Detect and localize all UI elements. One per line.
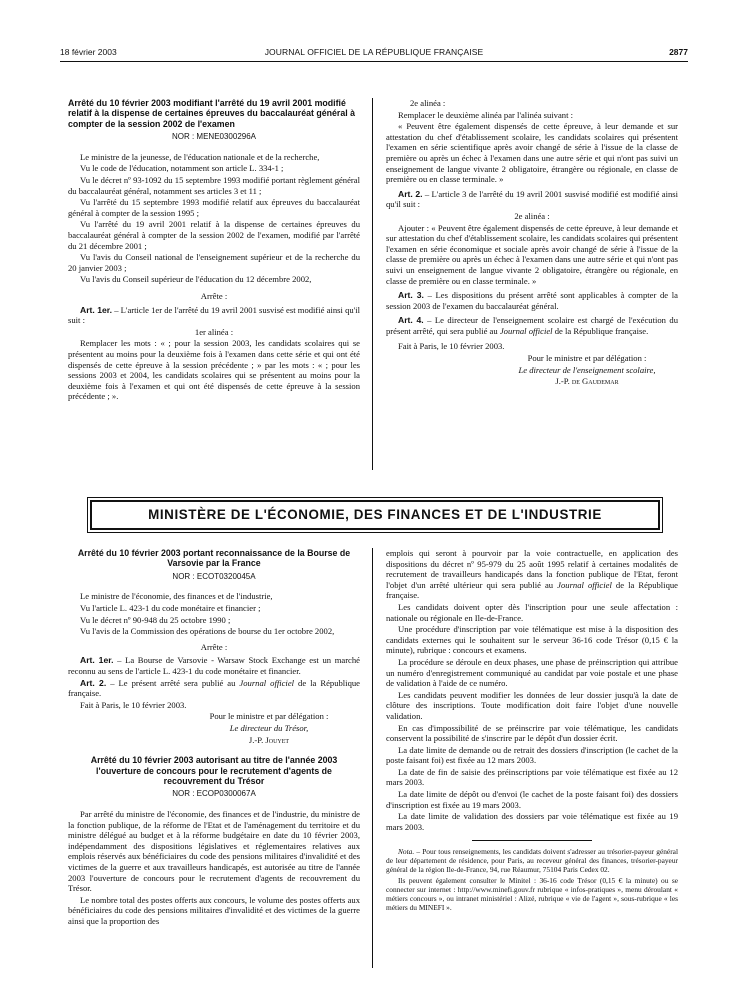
para-text: de la République française.	[386, 579, 678, 601]
article-text: – La Bourse de Varsovie - Warsaw Stock Exchange est un marché reconnu au sens de l'article L. 423-1 du code monétaire et financier.	[68, 655, 360, 676]
arrete2-para: Vu l'avis de la Commission des opérations de bourse du 1er octobre 2002,	[80, 626, 335, 637]
arrete1-article-3	[386, 290, 678, 311]
article-label: Art. 4.	[398, 315, 424, 326]
article-text: de la République française.	[68, 677, 360, 699]
arrete1-alinea-2: 2e alinéa :	[410, 98, 446, 108]
arrete1-article-4	[386, 315, 678, 336]
arrete2-done: Fait à Paris, le 10 février 2003.	[80, 699, 187, 710]
arrete1-alinea-1-text: Remplacer les mots : « ; pour la session 2003, les candidats scolaires qui se présentent au moins pour la deuxième fois à l'examen dans cette série et qui ont été dispensés de cette épreuve à la session précédente ; » par les mots : « ; pour les sessions 2003 et 2004, les candidats scolaires qui se présentent au moins pour la deuxième fois à l'examen et qui ont été dispensés de cette épreuve à la session précédente ; ».	[68, 338, 360, 402]
arrete2-column	[68, 548, 360, 927]
arrete2-title: Arrêté du 10 février 2003 portant reconnaissance de la Bourse de Varsovie par la France	[77, 548, 351, 569]
note-paragraph: Ils peuvent également consulter le Minitel : 36-16 code Trésor (0,15 € la minute) ou se connecter sur internet : http://www.minefi.gouv.fr rubrique « infos-pratiques », menu déroulant « métiers concours », ou intranet ministériel : Alizé, rubrique « vie de l'agent », sous-rubrique « les métiers du MINEFI ».	[386, 876, 678, 913]
journal-officiel-ref: Journal officiel	[557, 579, 612, 590]
arrete3-para: La procédure se déroule en deux phases, une phase de préinscription qui attribue un numéro d'enregistrement communiqué au candidat par voie postale et une phase de validation à l'aide de ce numéro.	[386, 656, 678, 689]
column-divider	[372, 548, 373, 968]
note-label: Nota.	[398, 847, 415, 857]
arrete1-signature-name: J.-P. de Gaudemar	[555, 376, 619, 387]
arrete3-column-right	[386, 548, 678, 914]
arrete3-para: La date de fin de saisie des préinscriptions par voie télématique est fixée au 12 mars 2003.	[386, 766, 678, 788]
arrete1-para: Vu le code de l'éducation, notamment son article L. 334-1 ;	[80, 163, 284, 174]
journal-officiel-ref: Journal officiel	[499, 325, 553, 336]
arrete3-para: Les candidats peuvent modifier les données de leur dossier jusqu'à la date de clôture des inscriptions. Toute modification doit faire l'objet d'une nouvelle validation.	[386, 689, 678, 721]
arrete1-nor: NOR : MENE0300296A	[171, 132, 257, 142]
arrete1-alinea-2-intro: Remplacer le deuxième alinéa par l'alinéa suivant :	[398, 109, 574, 120]
column-divider	[372, 98, 373, 470]
arrete3-note	[386, 847, 678, 912]
header-page-number: 2877	[669, 47, 688, 57]
article-text: – Le présent arrêté sera publié au	[106, 677, 240, 688]
ministry-banner: MINISTÈRE DE L'ÉCONOMIE, DES FINANCES ET DE L'INDUSTRIE	[90, 500, 660, 530]
arrete2-article-2	[68, 678, 360, 699]
arrete3-para: Par arrêté du ministre de l'économie, des finances et de l'industrie, du ministre de la fonction publique, de la réforme de l'Etat et de l'aménagement du territoire et du ministre délégué au budget et à la réforme budgétaire en date du 10 février 2003, indépendamment des dispositions législatives et réglementaires relatives aux emplois réservés aux bénéficiaires du code des pensions militaires d'invalidité et des victimes de la guerre et aux travailleurs handicapés, est autorisée au titre de l'année 2003 l'ouverture de concours pour le recrutement d'agents de recouvrement du Trésor.	[68, 808, 360, 894]
arrete2-article-1	[68, 655, 360, 676]
arrete1-art2-ajouter: Ajouter : « Peuvent être également dispensés de cette épreuve, à leur demande et sur attestation du chef d'établissement scolaire, les candidats scolaires qui présentent l'examen en série économique et sociale après avoir changé de série à l'issue de la classe de première ou après un échec à l'examen dans une autre série et qui n'ont pas suivi un enseignement de langue vivante 2 obligatoire, étrangère ou régionale, en classe de première ou en classe terminale. »	[386, 222, 678, 286]
arrete1-signature-line: Pour le ministre et par délégation :	[527, 353, 647, 364]
arrete1-article-2	[386, 189, 678, 210]
note-separator	[472, 840, 592, 841]
article-text: – L'article 3 de l'arrêté du 19 avril 2001 susvisé modifié est modifié ainsi qu'il suit :	[386, 188, 679, 210]
article-label: Art. 1er.	[80, 655, 114, 666]
arrete2-arrete-label: Arrête :	[200, 641, 228, 652]
para-text: emplois qui seront à pourvoir par la voie contractuelle, en application des dispositions du décret nº 95-979 du 25 août 1995 relatif à certaines modalités de recrutement de travailleurs handicapés dans la fonction publique de l'Etat, feront l'objet d'un arrêté ultérieur qui sera publié au	[386, 548, 678, 590]
article-label: Art. 2.	[80, 677, 107, 688]
arrete3-para: En cas d'impossibilité de se préinscrire par voie télématique, les candidats conservent la possibilité de s'inscrire par le dépôt d'un dossier écrit.	[386, 722, 678, 744]
arrete1-arrete-label: Arrête :	[200, 290, 228, 301]
note-paragraph	[386, 847, 678, 874]
article-label: Art. 3.	[398, 290, 424, 301]
arrete3-para: La date limite de dépôt ou d'envoi (le cachet de la poste faisant foi) des dossiers d'inscription est fixée au 19 mars 2003.	[386, 789, 678, 810]
arrete3-para: La date limite de demande ou de retrait des dossiers d'inscription (le cachet de la poste faisant foi) est fixée au 12 mars 2003.	[386, 744, 678, 766]
arrete1-para: Vu l'arrêté du 19 avril 2001 relatif à la dispense de certaines épreuves du baccalauréat général à compter de la session 2002 de l'examen, modifié par l'arrêté du 21 décembre 2001 ;	[68, 219, 360, 251]
arrete1-art2-alinea: 2e alinéa :	[514, 210, 550, 221]
article-text: – L'article 1er de l'arrêté du 19 avril 2001 susvisé est modifié ainsi qu'il suit :	[68, 304, 360, 326]
arrete1-para: Vu l'avis du Conseil national de l'enseignement supérieur et de la recherche du 20 janvier 2003 ;	[68, 252, 360, 273]
arrete3-para: Les candidats doivent opter dès l'inscription pour une seule affectation : nationale ou régionale en Ile-de-France.	[386, 601, 678, 623]
article-text: – Les dispositions du présent arrêté sont applicables à compter de la session 2003 de l'examen du baccalauréat général.	[386, 290, 678, 311]
arrete1-alinea-1: 1er alinéa :	[194, 326, 234, 337]
header-journal-title: JOURNAL OFFICIEL DE LA RÉPUBLIQUE FRANÇAISE	[264, 47, 484, 57]
arrete3-para: Le nombre total des postes offerts aux concours, le volume des postes offerts aux bénéficiaires du code des pensions militaires d'invalidité et des victimes de la guerre ainsi que la proportion des	[68, 894, 360, 926]
article-label: Art. 1er.	[80, 304, 113, 315]
arrete1-para: Vu l'avis du Conseil supérieur de l'éducation du 12 décembre 2002,	[80, 274, 312, 285]
page-header	[60, 47, 688, 62]
arrete1-column-left	[68, 98, 360, 403]
note-text: – Pour tous renseignements, les candidats doivent s'adresser au trésorier-payeur général de leur département de résidence, pour Paris, au receveur général des finances, trésorier-payeur général de la région Ile-de-France, 94, rue Réaumur, 75104 Paris Cedex 02.	[386, 847, 678, 875]
journal-officiel-ref: Journal officiel	[239, 677, 295, 688]
arrete1-para: Vu l'arrêté du 15 septembre 1993 modifié relatif aux épreuves du baccalauréat général à compter de la session 1995 ;	[68, 197, 360, 218]
arrete2-nor: NOR : ECOT0320045A	[172, 571, 256, 581]
arrete1-signature-title: Le directeur de l'enseignement scolaire,	[518, 364, 656, 375]
article-label: Art. 2.	[398, 188, 423, 199]
article-text: de la République française.	[552, 325, 649, 336]
arrete3-nor: NOR : ECOP0300067A	[172, 789, 256, 799]
header-date: 18 février 2003	[60, 47, 117, 57]
arrete2-para: Le ministre de l'économie, des finances et de l'industrie,	[80, 591, 273, 602]
arrete2-signature-line: Pour le ministre et par délégation :	[209, 711, 329, 722]
arrete3-para: Une procédure d'inscription par voie télématique est mise à la disposition des candidats externes qui le souhaitent sur le serveur 36-16 code Trésor (0,15 € la minute), rubrique : concours et examens.	[386, 624, 678, 656]
arrete2-signature-title: Le directeur du Trésor,	[229, 722, 309, 733]
arrete1-column-right	[386, 98, 678, 388]
arrete1-para: Le ministre de la jeunesse, de l'éducation nationale et de la recherche,	[80, 151, 320, 162]
arrete1-done: Fait à Paris, le 10 février 2003.	[398, 341, 505, 352]
arrete2-signature-name: J.-P. Jouyet	[248, 734, 290, 745]
article-text: – Le directeur de l'enseignement scolaire est chargé de l'exécution du présent arrêté, qui sera publié au	[386, 315, 678, 336]
arrete3-title: Arrêté du 10 février 2003 autorisant au titre de l'année 2003 l'ouverture de concours pour le recrutement d'agents de recouvrement du Trésor	[90, 755, 338, 786]
arrete3-para: La date limite de validation des dossiers par voie télématique est fixée au 19 mars 2003.	[386, 811, 678, 832]
arrete3-para	[386, 548, 678, 601]
arrete2-para: Vu le décret nº 90-948 du 25 octobre 1990 ;	[80, 614, 231, 625]
arrete1-para: Vu le décret nº 93-1092 du 15 septembre 1993 modifié portant règlement général du baccalauréat général, notamment ses articles 3 et 11 ;	[68, 175, 360, 196]
arrete1-article-1	[68, 305, 360, 326]
arrete1-title: Arrêté du 10 février 2003 modifiant l'arrêté du 19 avril 2001 modifié relatif à la dispense de certaines épreuves du baccalauréat général à compter de la session 2002 de l'examen	[68, 98, 356, 129]
arrete1-alinea-2-text: « Peuvent être également dispensés de cette épreuve, à leur demande et sur attestation du chef d'établissement scolaire, les candidats scolaires qui présentent l'examen en série scientifique après avoir changé de série à l'issue de la classe de première ou après un échec à l'examen dans une autre série et qui n'ont pas suivi un enseignement de langue vivante 2 obligatoire, étrangère ou régionale, en classe de première ou en classe terminale. »	[386, 121, 678, 185]
arrete2-para: Vu l'article L. 423-1 du code monétaire et financier ;	[80, 603, 261, 613]
